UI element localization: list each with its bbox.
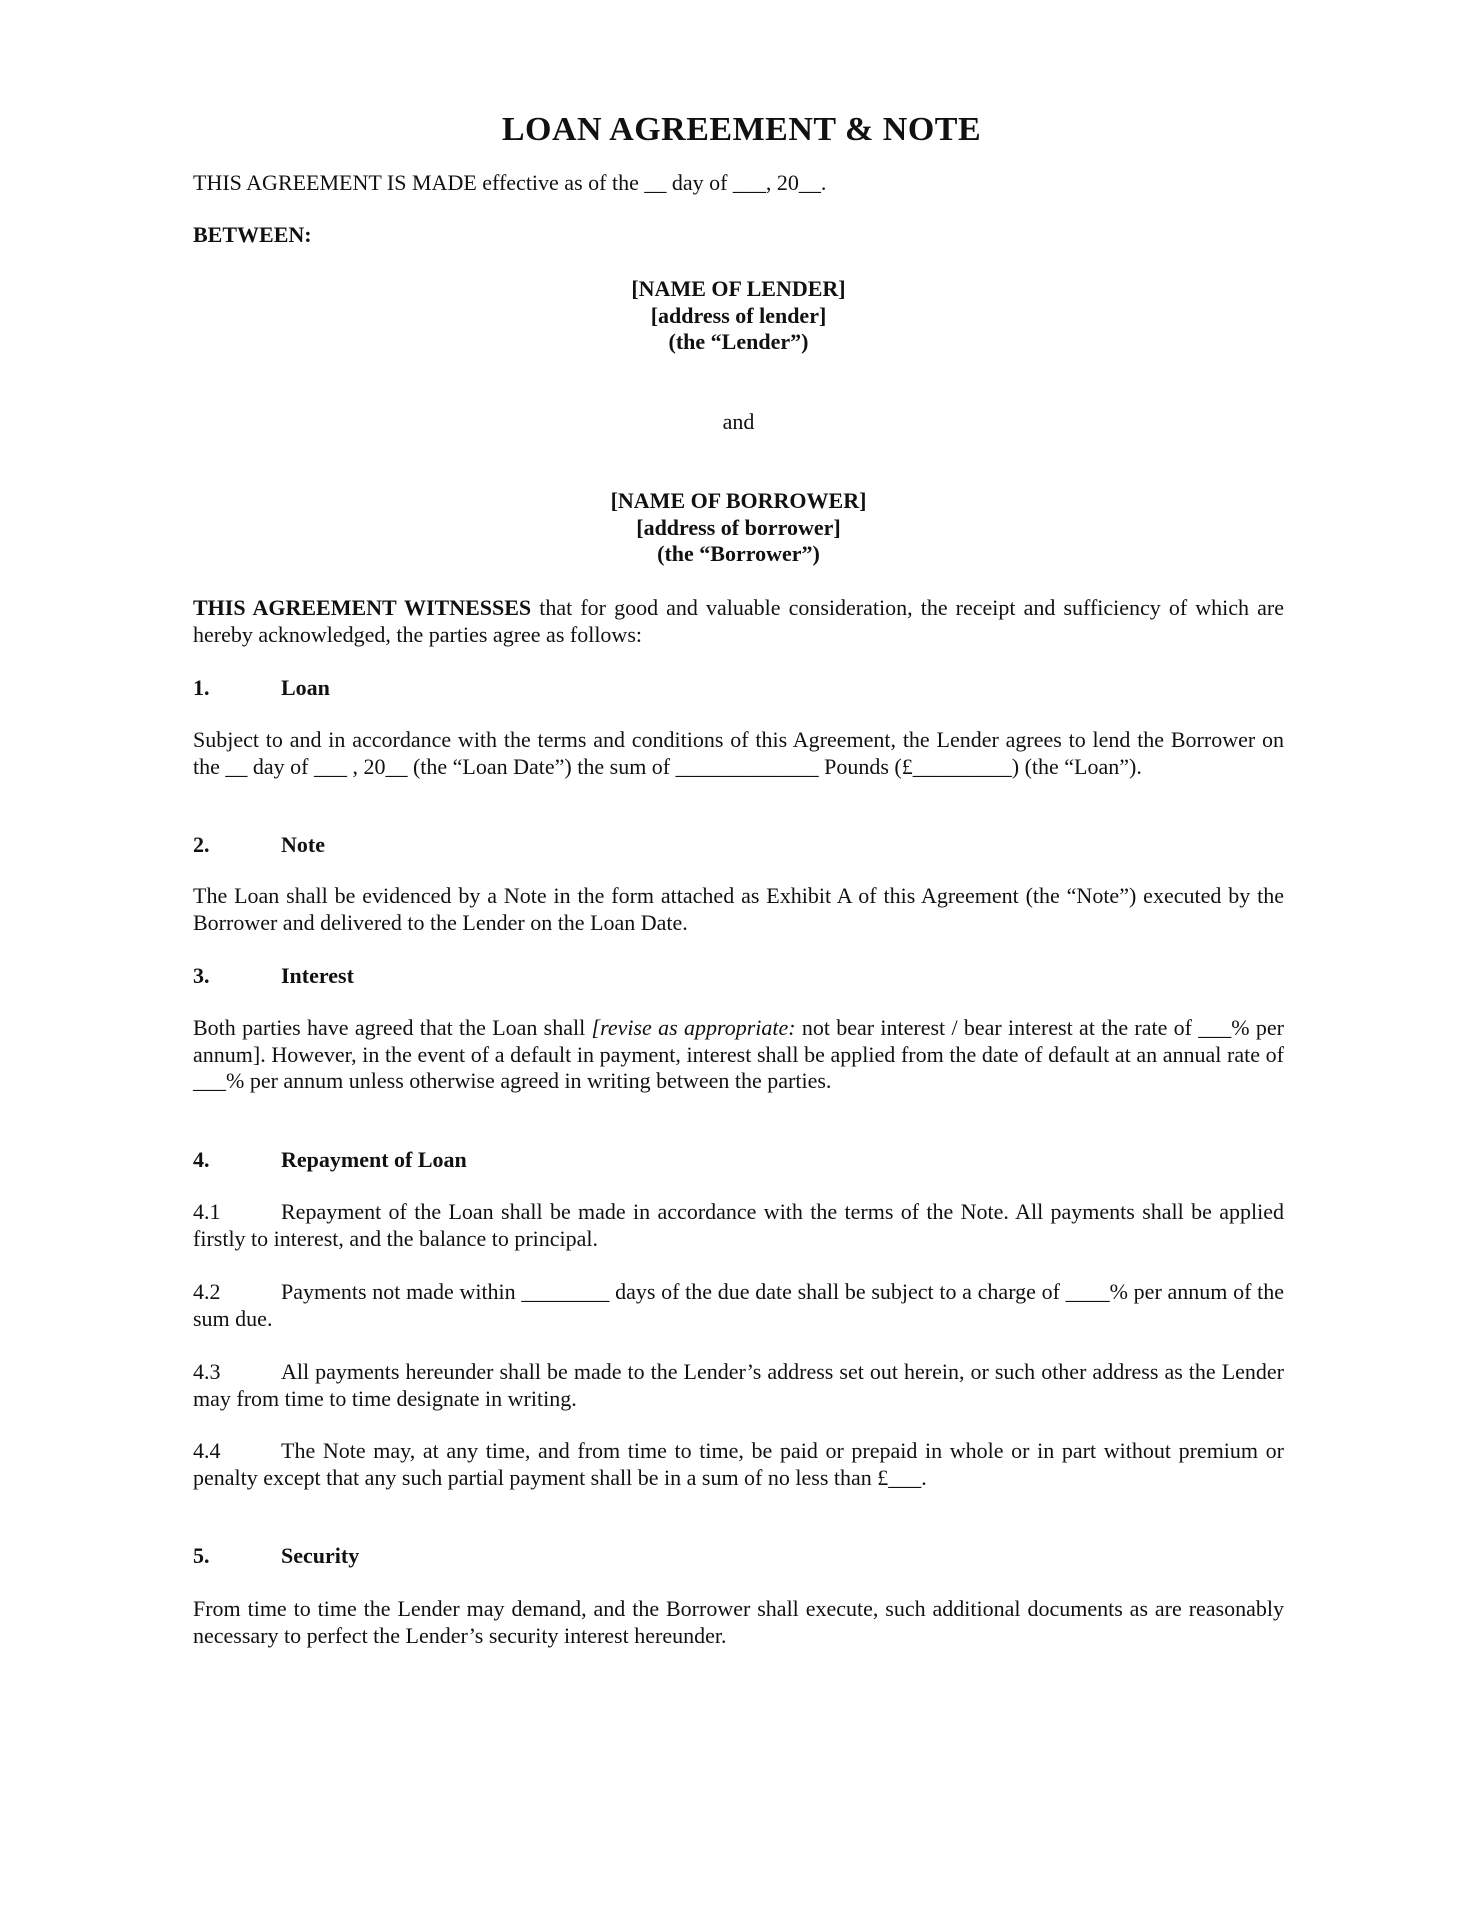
editorial-note: [revise as appropriate:	[591, 1015, 796, 1040]
section-text-note: The Loan shall be evidenced by a Note in the form attached as Exhibit A of this Agreement (the “Note”) executed by the Borrower and delivered to the Lender on the Loan Date.	[193, 883, 1284, 935]
witnesses-paragraph	[193, 595, 1284, 648]
lender-address: [address of lender]	[650, 302, 827, 328]
document-title: LOAN AGREEMENT & NOTE	[501, 111, 982, 148]
section-heading-loan: 1. Loan	[193, 675, 330, 700]
lender-name: [NAME OF LENDER]	[631, 276, 846, 301]
lender-defined: (the “Lender”)	[668, 329, 809, 355]
borrower-name: [NAME OF BORROWER]	[610, 488, 867, 513]
section-text-loan: Subject to and in accordance with the terms and conditions of this Agreement, the Lender agrees to lend the Borrower on the __ day of ___ , 20__ (the “Loan Date”) the sum of _____________ Pounds (£_________) (the “Loan”).	[193, 727, 1284, 779]
borrower-block	[193, 488, 1284, 568]
subsection-4-2: 4.2 Payments not made within ________ days of the due date shall be subject to a charge of ____% per annum of the sum due.	[193, 1279, 1284, 1331]
subsection-4-4: 4.4 The Note may, at any time, and from time to time, be paid or prepaid in whole or in part without premium or penalty except that any such partial payment shall be in a sum of no less than £___.	[193, 1438, 1284, 1490]
section-heading-repayment: 4. Repayment of Loan	[193, 1147, 467, 1172]
borrower-defined: (the “Borrower”)	[657, 541, 820, 567]
lender-block	[193, 276, 1284, 356]
intro-line: THIS AGREEMENT IS MADE effective as of the __ day of ___, 20__.	[193, 170, 827, 195]
between-label: BETWEEN:	[193, 222, 312, 247]
subsection-4-1: 4.1 Repayment of the Loan shall be made in accordance with the terms of the Note. All payments shall be applied firstly to interest, and the balance to principal.	[193, 1199, 1284, 1251]
witnesses-text: that for good and valuable consideration, the receipt and sufficiency of which are hereby acknowledged, the parties agree as follows:	[193, 595, 1284, 647]
witnesses-bold: THIS AGREEMENT WITNESSES	[193, 595, 532, 620]
and-label: and	[722, 409, 755, 434]
section-heading-note: 2. Note	[193, 832, 325, 857]
section-text-security: From time to time the Lender may demand, and the Borrower shall execute, such additional documents as are reasonably necessary to perfect the Lender’s security interest hereunder.	[193, 1596, 1284, 1648]
subsection-4-3: 4.3 All payments hereunder shall be made to the Lender’s address set out herein, or such other address as the Lender may from time to time designate in writing.	[193, 1359, 1284, 1411]
section-text-interest: Both parties have agreed that the Loan shall [revise as appropriate: not bear interest / bear interest at the rate of ___% per annum]. However, in the event of a default in payment, interest shall be applied from the date of default at an annual rate of ___% per annum unless otherwise agreed in writing between the parties.	[193, 1015, 1284, 1094]
section-heading-interest: 3. Interest	[193, 963, 354, 988]
borrower-address: [address of borrower]	[636, 514, 841, 540]
section-heading-security: 5. Security	[193, 1543, 360, 1568]
